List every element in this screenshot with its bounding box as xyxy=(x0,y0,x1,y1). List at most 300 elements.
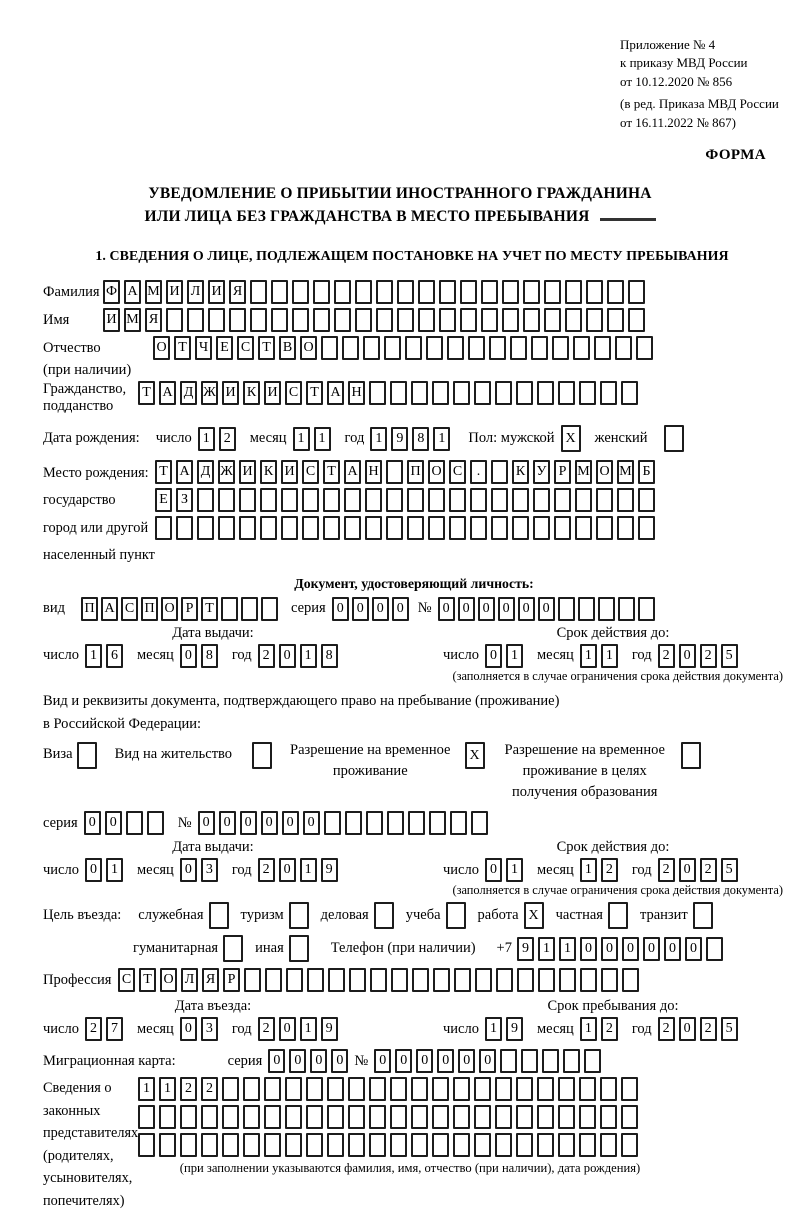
char-cell[interactable]: 0 xyxy=(679,644,696,668)
char-cell[interactable] xyxy=(428,488,445,512)
char-cell[interactable] xyxy=(558,597,575,621)
char-cell[interactable]: С xyxy=(449,460,466,484)
char-cell[interactable]: О xyxy=(300,336,317,360)
char-cell[interactable]: 5 xyxy=(721,644,738,668)
char-cell[interactable] xyxy=(580,968,597,992)
char-cell[interactable] xyxy=(302,488,319,512)
char-cell[interactable]: 0 xyxy=(580,937,597,961)
char-cell[interactable] xyxy=(475,968,492,992)
char-cell[interactable]: 0 xyxy=(518,597,535,621)
char-cell[interactable]: 0 xyxy=(458,1049,475,1073)
char-cell[interactable] xyxy=(618,597,635,621)
char-cell[interactable]: К xyxy=(512,460,529,484)
char-cell[interactable] xyxy=(601,968,618,992)
char-cell[interactable]: Я xyxy=(202,968,219,992)
char-cell[interactable]: 3 xyxy=(201,858,218,882)
char-cell[interactable] xyxy=(289,902,309,929)
char-cell[interactable] xyxy=(349,968,366,992)
char-cell[interactable] xyxy=(386,460,403,484)
char-cell[interactable] xyxy=(554,516,571,540)
char-cell[interactable] xyxy=(453,1133,470,1157)
char-cell[interactable]: 1 xyxy=(138,1077,155,1101)
char-cell[interactable] xyxy=(537,381,554,405)
char-cell[interactable] xyxy=(390,381,407,405)
char-cell[interactable]: И xyxy=(264,381,281,405)
char-cell[interactable] xyxy=(243,1133,260,1157)
char-cell[interactable] xyxy=(432,1105,449,1129)
char-cell[interactable]: Б xyxy=(638,460,655,484)
char-cell[interactable]: 0 xyxy=(85,858,102,882)
char-cell[interactable] xyxy=(223,935,243,962)
char-cell[interactable]: А xyxy=(124,280,141,304)
char-cell[interactable] xyxy=(252,742,272,769)
char-cell[interactable] xyxy=(594,336,611,360)
char-cell[interactable]: 0 xyxy=(458,597,475,621)
char-cell[interactable]: С xyxy=(121,597,138,621)
char-cell[interactable]: 1 xyxy=(106,858,123,882)
char-cell[interactable] xyxy=(369,1077,386,1101)
char-cell[interactable] xyxy=(512,516,529,540)
char-cell[interactable] xyxy=(197,516,214,540)
char-cell[interactable] xyxy=(166,308,183,332)
char-cell[interactable] xyxy=(366,811,383,835)
char-cell[interactable] xyxy=(307,968,324,992)
char-cell[interactable]: Ж xyxy=(201,381,218,405)
char-cell[interactable]: 9 xyxy=(517,937,534,961)
char-cell[interactable] xyxy=(565,280,582,304)
char-cell[interactable]: У xyxy=(533,460,550,484)
char-cell[interactable] xyxy=(596,516,613,540)
char-cell[interactable]: П xyxy=(407,460,424,484)
char-cell[interactable] xyxy=(579,1077,596,1101)
char-cell[interactable] xyxy=(209,902,229,929)
char-cell[interactable] xyxy=(432,381,449,405)
char-cell[interactable] xyxy=(579,381,596,405)
char-cell[interactable]: Т xyxy=(139,968,156,992)
char-cell[interactable]: 9 xyxy=(391,427,408,451)
char-cell[interactable] xyxy=(607,280,624,304)
char-cell[interactable] xyxy=(471,811,488,835)
char-cell[interactable]: 1 xyxy=(506,644,523,668)
char-cell[interactable]: 2 xyxy=(700,644,717,668)
char-cell[interactable] xyxy=(260,488,277,512)
char-cell[interactable] xyxy=(600,1133,617,1157)
char-cell[interactable]: 1 xyxy=(506,858,523,882)
char-cell[interactable] xyxy=(243,1077,260,1101)
char-cell[interactable] xyxy=(327,1133,344,1157)
char-cell[interactable]: 0 xyxy=(685,937,702,961)
char-cell[interactable]: 1 xyxy=(300,1017,317,1041)
char-cell[interactable] xyxy=(496,968,513,992)
char-cell[interactable] xyxy=(376,280,393,304)
char-cell[interactable]: 0 xyxy=(352,597,369,621)
char-cell[interactable] xyxy=(344,488,361,512)
char-cell[interactable]: 2 xyxy=(658,644,675,668)
char-cell[interactable]: А xyxy=(176,460,193,484)
char-cell[interactable] xyxy=(453,1077,470,1101)
char-cell[interactable]: 1 xyxy=(314,427,331,451)
char-cell[interactable] xyxy=(598,597,615,621)
char-cell[interactable]: Я xyxy=(229,280,246,304)
char-cell[interactable] xyxy=(411,381,428,405)
char-cell[interactable]: 6 xyxy=(106,644,123,668)
char-cell[interactable]: О xyxy=(161,597,178,621)
char-cell[interactable] xyxy=(510,336,527,360)
char-cell[interactable]: 7 xyxy=(106,1017,123,1041)
char-cell[interactable]: Е xyxy=(155,488,172,512)
char-cell[interactable] xyxy=(239,516,256,540)
char-cell[interactable]: О xyxy=(153,336,170,360)
char-cell[interactable]: 0 xyxy=(240,811,257,835)
char-cell[interactable]: 2 xyxy=(601,1017,618,1041)
char-cell[interactable] xyxy=(491,488,508,512)
char-cell[interactable] xyxy=(418,280,435,304)
char-cell[interactable]: Т xyxy=(174,336,191,360)
char-cell[interactable]: 2 xyxy=(601,858,618,882)
char-cell[interactable]: 3 xyxy=(201,1017,218,1041)
char-cell[interactable] xyxy=(374,902,394,929)
char-cell[interactable]: X xyxy=(524,902,544,929)
char-cell[interactable]: 2 xyxy=(258,1017,275,1041)
char-cell[interactable] xyxy=(600,1105,617,1129)
char-cell[interactable] xyxy=(615,336,632,360)
char-cell[interactable]: О xyxy=(160,968,177,992)
char-cell[interactable]: 0 xyxy=(478,597,495,621)
char-cell[interactable] xyxy=(286,968,303,992)
char-cell[interactable] xyxy=(397,308,414,332)
char-cell[interactable] xyxy=(218,488,235,512)
char-cell[interactable]: 2 xyxy=(658,858,675,882)
char-cell[interactable] xyxy=(586,308,603,332)
char-cell[interactable] xyxy=(411,1133,428,1157)
char-cell[interactable] xyxy=(397,280,414,304)
char-cell[interactable] xyxy=(433,968,450,992)
char-cell[interactable] xyxy=(260,516,277,540)
char-cell[interactable]: П xyxy=(141,597,158,621)
char-cell[interactable] xyxy=(579,1105,596,1129)
char-cell[interactable] xyxy=(542,1049,559,1073)
char-cell[interactable]: 0 xyxy=(372,597,389,621)
char-cell[interactable] xyxy=(159,1105,176,1129)
char-cell[interactable] xyxy=(575,488,592,512)
char-cell[interactable]: К xyxy=(243,381,260,405)
char-cell[interactable]: Т xyxy=(258,336,275,360)
char-cell[interactable]: X xyxy=(465,742,485,769)
char-cell[interactable]: 0 xyxy=(374,1049,391,1073)
char-cell[interactable] xyxy=(600,381,617,405)
char-cell[interactable] xyxy=(407,516,424,540)
char-cell[interactable] xyxy=(328,968,345,992)
char-cell[interactable]: Р xyxy=(181,597,198,621)
char-cell[interactable] xyxy=(578,597,595,621)
char-cell[interactable]: Л xyxy=(181,968,198,992)
char-cell[interactable] xyxy=(502,280,519,304)
char-cell[interactable] xyxy=(271,280,288,304)
char-cell[interactable]: 1 xyxy=(300,858,317,882)
char-cell[interactable]: 1 xyxy=(85,644,102,668)
char-cell[interactable]: 0 xyxy=(664,937,681,961)
char-cell[interactable] xyxy=(369,1105,386,1129)
char-cell[interactable]: Т xyxy=(155,460,172,484)
char-cell[interactable] xyxy=(281,516,298,540)
char-cell[interactable] xyxy=(563,1049,580,1073)
char-cell[interactable] xyxy=(306,1077,323,1101)
char-cell[interactable] xyxy=(376,308,393,332)
char-cell[interactable] xyxy=(460,308,477,332)
char-cell[interactable] xyxy=(323,488,340,512)
char-cell[interactable]: О xyxy=(428,460,445,484)
char-cell[interactable] xyxy=(264,1105,281,1129)
char-cell[interactable]: Ч xyxy=(195,336,212,360)
char-cell[interactable]: 0 xyxy=(310,1049,327,1073)
char-cell[interactable] xyxy=(250,280,267,304)
char-cell[interactable] xyxy=(342,336,359,360)
char-cell[interactable]: 1 xyxy=(198,427,215,451)
char-cell[interactable] xyxy=(386,516,403,540)
char-cell[interactable]: 1 xyxy=(580,1017,597,1041)
char-cell[interactable]: 0 xyxy=(438,597,455,621)
char-cell[interactable] xyxy=(126,811,143,835)
char-cell[interactable] xyxy=(411,1077,428,1101)
char-cell[interactable]: А xyxy=(327,381,344,405)
char-cell[interactable] xyxy=(453,381,470,405)
char-cell[interactable]: 0 xyxy=(279,858,296,882)
char-cell[interactable] xyxy=(628,308,645,332)
char-cell[interactable]: 0 xyxy=(303,811,320,835)
char-cell[interactable]: Т xyxy=(138,381,155,405)
char-cell[interactable] xyxy=(544,308,561,332)
char-cell[interactable]: И xyxy=(222,381,239,405)
char-cell[interactable] xyxy=(454,968,471,992)
char-cell[interactable]: 1 xyxy=(538,937,555,961)
char-cell[interactable]: 2 xyxy=(658,1017,675,1041)
char-cell[interactable]: И xyxy=(239,460,256,484)
char-cell[interactable] xyxy=(450,811,467,835)
char-cell[interactable] xyxy=(537,1077,554,1101)
char-cell[interactable]: 1 xyxy=(580,644,597,668)
char-cell[interactable] xyxy=(208,308,225,332)
char-cell[interactable] xyxy=(447,336,464,360)
char-cell[interactable]: . xyxy=(470,460,487,484)
char-cell[interactable]: З xyxy=(176,488,193,512)
char-cell[interactable] xyxy=(348,1133,365,1157)
char-cell[interactable] xyxy=(495,1133,512,1157)
char-cell[interactable] xyxy=(474,381,491,405)
char-cell[interactable] xyxy=(265,968,282,992)
char-cell[interactable]: 0 xyxy=(392,597,409,621)
char-cell[interactable] xyxy=(138,1105,155,1129)
char-cell[interactable]: 5 xyxy=(721,1017,738,1041)
char-cell[interactable]: 0 xyxy=(485,858,502,882)
char-cell[interactable] xyxy=(229,308,246,332)
char-cell[interactable] xyxy=(155,516,172,540)
char-cell[interactable]: 2 xyxy=(700,1017,717,1041)
char-cell[interactable] xyxy=(405,336,422,360)
char-cell[interactable]: 0 xyxy=(643,937,660,961)
char-cell[interactable] xyxy=(617,516,634,540)
char-cell[interactable]: 0 xyxy=(437,1049,454,1073)
char-cell[interactable] xyxy=(502,308,519,332)
char-cell[interactable]: 0 xyxy=(180,1017,197,1041)
char-cell[interactable] xyxy=(533,488,550,512)
char-cell[interactable] xyxy=(470,488,487,512)
char-cell[interactable]: В xyxy=(279,336,296,360)
char-cell[interactable] xyxy=(285,1133,302,1157)
char-cell[interactable] xyxy=(334,280,351,304)
char-cell[interactable] xyxy=(579,1133,596,1157)
char-cell[interactable] xyxy=(516,1105,533,1129)
char-cell[interactable] xyxy=(176,516,193,540)
char-cell[interactable]: 0 xyxy=(538,597,555,621)
char-cell[interactable] xyxy=(495,1077,512,1101)
char-cell[interactable] xyxy=(474,1133,491,1157)
char-cell[interactable] xyxy=(187,308,204,332)
char-cell[interactable] xyxy=(460,280,477,304)
char-cell[interactable] xyxy=(384,336,401,360)
char-cell[interactable]: 8 xyxy=(321,644,338,668)
char-cell[interactable]: 0 xyxy=(601,937,618,961)
char-cell[interactable] xyxy=(523,308,540,332)
char-cell[interactable] xyxy=(327,1077,344,1101)
char-cell[interactable]: Т xyxy=(201,597,218,621)
char-cell[interactable]: 0 xyxy=(332,597,349,621)
char-cell[interactable] xyxy=(446,902,466,929)
char-cell[interactable] xyxy=(147,811,164,835)
char-cell[interactable]: И xyxy=(208,280,225,304)
char-cell[interactable] xyxy=(521,1049,538,1073)
char-cell[interactable]: 0 xyxy=(679,858,696,882)
char-cell[interactable]: 0 xyxy=(198,811,215,835)
char-cell[interactable] xyxy=(439,308,456,332)
char-cell[interactable] xyxy=(621,1077,638,1101)
char-cell[interactable]: Т xyxy=(306,381,323,405)
char-cell[interactable] xyxy=(559,968,576,992)
char-cell[interactable] xyxy=(281,488,298,512)
char-cell[interactable] xyxy=(537,1133,554,1157)
char-cell[interactable] xyxy=(370,968,387,992)
char-cell[interactable] xyxy=(523,280,540,304)
char-cell[interactable]: 5 xyxy=(721,858,738,882)
char-cell[interactable]: 2 xyxy=(180,1077,197,1101)
char-cell[interactable] xyxy=(222,1133,239,1157)
char-cell[interactable]: 0 xyxy=(180,858,197,882)
char-cell[interactable] xyxy=(239,488,256,512)
char-cell[interactable] xyxy=(241,597,258,621)
char-cell[interactable] xyxy=(197,488,214,512)
char-cell[interactable] xyxy=(638,488,655,512)
char-cell[interactable] xyxy=(138,1133,155,1157)
char-cell[interactable]: А xyxy=(344,460,361,484)
char-cell[interactable]: С xyxy=(237,336,254,360)
char-cell[interactable] xyxy=(617,488,634,512)
char-cell[interactable] xyxy=(491,460,508,484)
char-cell[interactable] xyxy=(607,308,624,332)
char-cell[interactable] xyxy=(621,1105,638,1129)
char-cell[interactable] xyxy=(159,1133,176,1157)
char-cell[interactable] xyxy=(516,1077,533,1101)
char-cell[interactable]: М xyxy=(145,280,162,304)
char-cell[interactable]: 0 xyxy=(498,597,515,621)
char-cell[interactable] xyxy=(302,516,319,540)
char-cell[interactable] xyxy=(345,811,362,835)
char-cell[interactable] xyxy=(491,516,508,540)
char-cell[interactable] xyxy=(538,968,555,992)
char-cell[interactable] xyxy=(481,308,498,332)
char-cell[interactable] xyxy=(323,516,340,540)
char-cell[interactable] xyxy=(365,516,382,540)
char-cell[interactable] xyxy=(693,902,713,929)
char-cell[interactable] xyxy=(408,811,425,835)
char-cell[interactable] xyxy=(453,1105,470,1129)
char-cell[interactable]: 0 xyxy=(84,811,101,835)
char-cell[interactable]: 2 xyxy=(258,644,275,668)
char-cell[interactable]: М xyxy=(617,460,634,484)
char-cell[interactable] xyxy=(292,308,309,332)
char-cell[interactable] xyxy=(600,1077,617,1101)
char-cell[interactable] xyxy=(621,381,638,405)
char-cell[interactable]: Д xyxy=(180,381,197,405)
char-cell[interactable] xyxy=(481,280,498,304)
char-cell[interactable] xyxy=(348,1105,365,1129)
char-cell[interactable]: 2 xyxy=(258,858,275,882)
char-cell[interactable]: М xyxy=(124,308,141,332)
char-cell[interactable]: 1 xyxy=(485,1017,502,1041)
char-cell[interactable] xyxy=(261,597,278,621)
char-cell[interactable] xyxy=(621,1133,638,1157)
char-cell[interactable] xyxy=(449,488,466,512)
char-cell[interactable]: 2 xyxy=(700,858,717,882)
char-cell[interactable]: 8 xyxy=(201,644,218,668)
char-cell[interactable] xyxy=(489,336,506,360)
char-cell[interactable]: Н xyxy=(365,460,382,484)
char-cell[interactable] xyxy=(516,1133,533,1157)
char-cell[interactable]: 2 xyxy=(85,1017,102,1041)
char-cell[interactable]: 0 xyxy=(395,1049,412,1073)
char-cell[interactable] xyxy=(201,1105,218,1129)
char-cell[interactable] xyxy=(558,1133,575,1157)
char-cell[interactable] xyxy=(558,1105,575,1129)
char-cell[interactable]: С xyxy=(285,381,302,405)
char-cell[interactable] xyxy=(306,1105,323,1129)
char-cell[interactable] xyxy=(516,381,533,405)
char-cell[interactable] xyxy=(681,742,701,769)
char-cell[interactable] xyxy=(584,1049,601,1073)
char-cell[interactable]: Н xyxy=(348,381,365,405)
char-cell[interactable] xyxy=(222,1077,239,1101)
char-cell[interactable]: 0 xyxy=(219,811,236,835)
char-cell[interactable]: О xyxy=(596,460,613,484)
char-cell[interactable]: 1 xyxy=(580,858,597,882)
char-cell[interactable] xyxy=(439,280,456,304)
char-cell[interactable]: 0 xyxy=(622,937,639,961)
char-cell[interactable] xyxy=(264,1133,281,1157)
char-cell[interactable]: 0 xyxy=(289,1049,306,1073)
char-cell[interactable] xyxy=(313,280,330,304)
char-cell[interactable] xyxy=(512,488,529,512)
char-cell[interactable]: 0 xyxy=(485,644,502,668)
char-cell[interactable] xyxy=(608,902,628,929)
char-cell[interactable]: 2 xyxy=(219,427,236,451)
char-cell[interactable]: 0 xyxy=(479,1049,496,1073)
char-cell[interactable]: 0 xyxy=(416,1049,433,1073)
char-cell[interactable] xyxy=(500,1049,517,1073)
char-cell[interactable]: 0 xyxy=(105,811,122,835)
char-cell[interactable] xyxy=(313,308,330,332)
char-cell[interactable]: 1 xyxy=(159,1077,176,1101)
char-cell[interactable]: 0 xyxy=(282,811,299,835)
char-cell[interactable]: 9 xyxy=(321,1017,338,1041)
char-cell[interactable] xyxy=(344,516,361,540)
